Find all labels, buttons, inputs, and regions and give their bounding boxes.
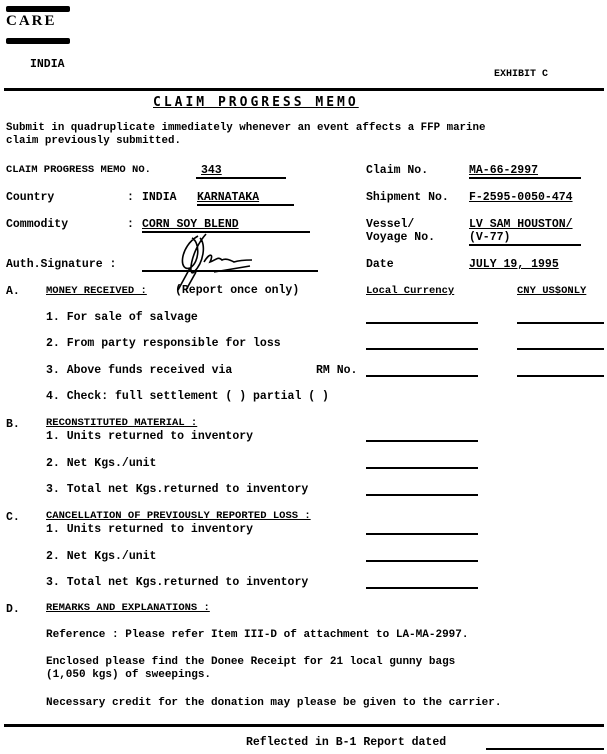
- section-b-letter: B.: [6, 418, 20, 431]
- section-c-heading: CANCELLATION OF PREVIOUSLY REPORTED LOSS :: [46, 510, 311, 522]
- c3-line: [366, 587, 478, 589]
- section-c-letter: C.: [6, 511, 20, 524]
- claim-no-value: MA-66-2997: [469, 164, 539, 177]
- a2-local-line: [366, 348, 478, 350]
- commodity-sep: :: [127, 218, 134, 231]
- commodity-value: CORN SOY BLEND: [142, 218, 239, 231]
- bottom-rule: [4, 724, 604, 727]
- c1-line: [366, 533, 478, 535]
- claim-no-line: [469, 177, 581, 179]
- signature-image: [170, 232, 260, 292]
- section-c-item-1: 1. Units returned to inventory: [46, 523, 254, 536]
- col-local-currency: Local Currency: [366, 285, 455, 297]
- a1-local-line: [366, 322, 478, 324]
- section-a-letter: A.: [6, 285, 20, 298]
- country-sep: :: [127, 191, 134, 204]
- section-a-item-2: 2. From party responsible for loss: [46, 337, 281, 350]
- footer-reflected: Reflected in B-1 Report dated: [246, 736, 447, 749]
- date-label: Date: [366, 258, 394, 271]
- remarks-enclosed-2: (1,050 kgs) of sweepings.: [46, 669, 212, 681]
- vessel-line: [469, 244, 581, 246]
- section-a-item-1: 1. For sale of salvage: [46, 311, 198, 324]
- footer-date-line: [486, 748, 604, 750]
- shipment-value: F-2595-0050-474: [469, 191, 573, 204]
- section-a-item-4: 4. Check: full settlement ( ) partial ( ): [46, 390, 329, 403]
- b2-line: [366, 467, 478, 469]
- section-a-note: (Report once only): [175, 284, 300, 297]
- logo-bar-bottom: [6, 38, 70, 44]
- logo-text: CARE: [6, 13, 57, 29]
- vessel-value-1: LV SAM HOUSTON/: [469, 218, 573, 231]
- a3-local-line: [366, 375, 478, 377]
- a1-usd-line: [517, 322, 604, 324]
- vessel-value-2: (V-77): [469, 231, 511, 244]
- exhibit-label: EXHIBIT C: [494, 69, 549, 80]
- remarks-enclosed-1: Enclosed please find the Donee Receipt for 21 local gunny bags: [46, 656, 456, 668]
- b3-line: [366, 494, 478, 496]
- memo-no-label: CLAIM PROGRESS MEMO NO.: [6, 164, 151, 176]
- section-b-item-3: 3. Total net Kgs.returned to inventory: [46, 483, 309, 496]
- commodity-label: Commodity: [6, 218, 69, 231]
- memo-no-line: [196, 177, 286, 179]
- instructions-line2: claim previously submitted.: [6, 135, 181, 147]
- vessel-label-2: Voyage No.: [366, 231, 436, 244]
- date-value: JULY 19, 1995: [469, 258, 559, 271]
- section-b-item-2: 2. Net Kgs./unit: [46, 457, 157, 470]
- country-label: Country: [6, 191, 55, 204]
- section-b-heading: RECONSTITUTED MATERIAL :: [46, 417, 198, 429]
- a3-usd-line: [517, 375, 604, 377]
- rm-no-label: RM No.: [316, 364, 358, 377]
- section-d-letter: D.: [6, 603, 20, 616]
- shipment-label: Shipment No.: [366, 191, 449, 204]
- b1-line: [366, 440, 478, 442]
- section-d-heading: REMARKS AND EXPLANATIONS :: [46, 602, 210, 614]
- section-a-item-3: 3. Above funds received via: [46, 364, 233, 377]
- remarks-credit: Necessary credit for the donation may please be given to the carrier.: [46, 697, 502, 709]
- a2-usd-line: [517, 348, 604, 350]
- logo-bar-top: [6, 6, 70, 12]
- instructions-line1: Submit in quadruplicate immediately whenever an event affects a FFP marine: [6, 122, 486, 134]
- section-b-item-1: 1. Units returned to inventory: [46, 430, 254, 443]
- section-a-heading: MONEY RECEIVED :: [46, 285, 147, 297]
- remarks-reference: Reference : Please refer Item III-D of attachment to LA-MA-2997.: [46, 629, 469, 641]
- section-c-item-2: 2. Net Kgs./unit: [46, 550, 157, 563]
- memo-no-value: 343: [201, 164, 222, 177]
- c2-line: [366, 560, 478, 562]
- country-value-1: INDIA: [142, 191, 177, 204]
- section-c-item-3: 3. Total net Kgs.returned to inventory: [46, 576, 309, 589]
- header-country: INDIA: [30, 58, 65, 71]
- page-title: CLAIM PROGRESS MEMO: [153, 95, 359, 110]
- col-usd-only: CNY US$ONLY: [517, 285, 587, 297]
- top-rule: [4, 88, 604, 91]
- signature-label: Auth.Signature :: [6, 258, 117, 271]
- country-value-2: KARNATAKA: [197, 191, 260, 204]
- vessel-label-1: Vessel/: [366, 218, 415, 231]
- claim-no-label: Claim No.: [366, 164, 429, 177]
- country-line: [197, 204, 294, 206]
